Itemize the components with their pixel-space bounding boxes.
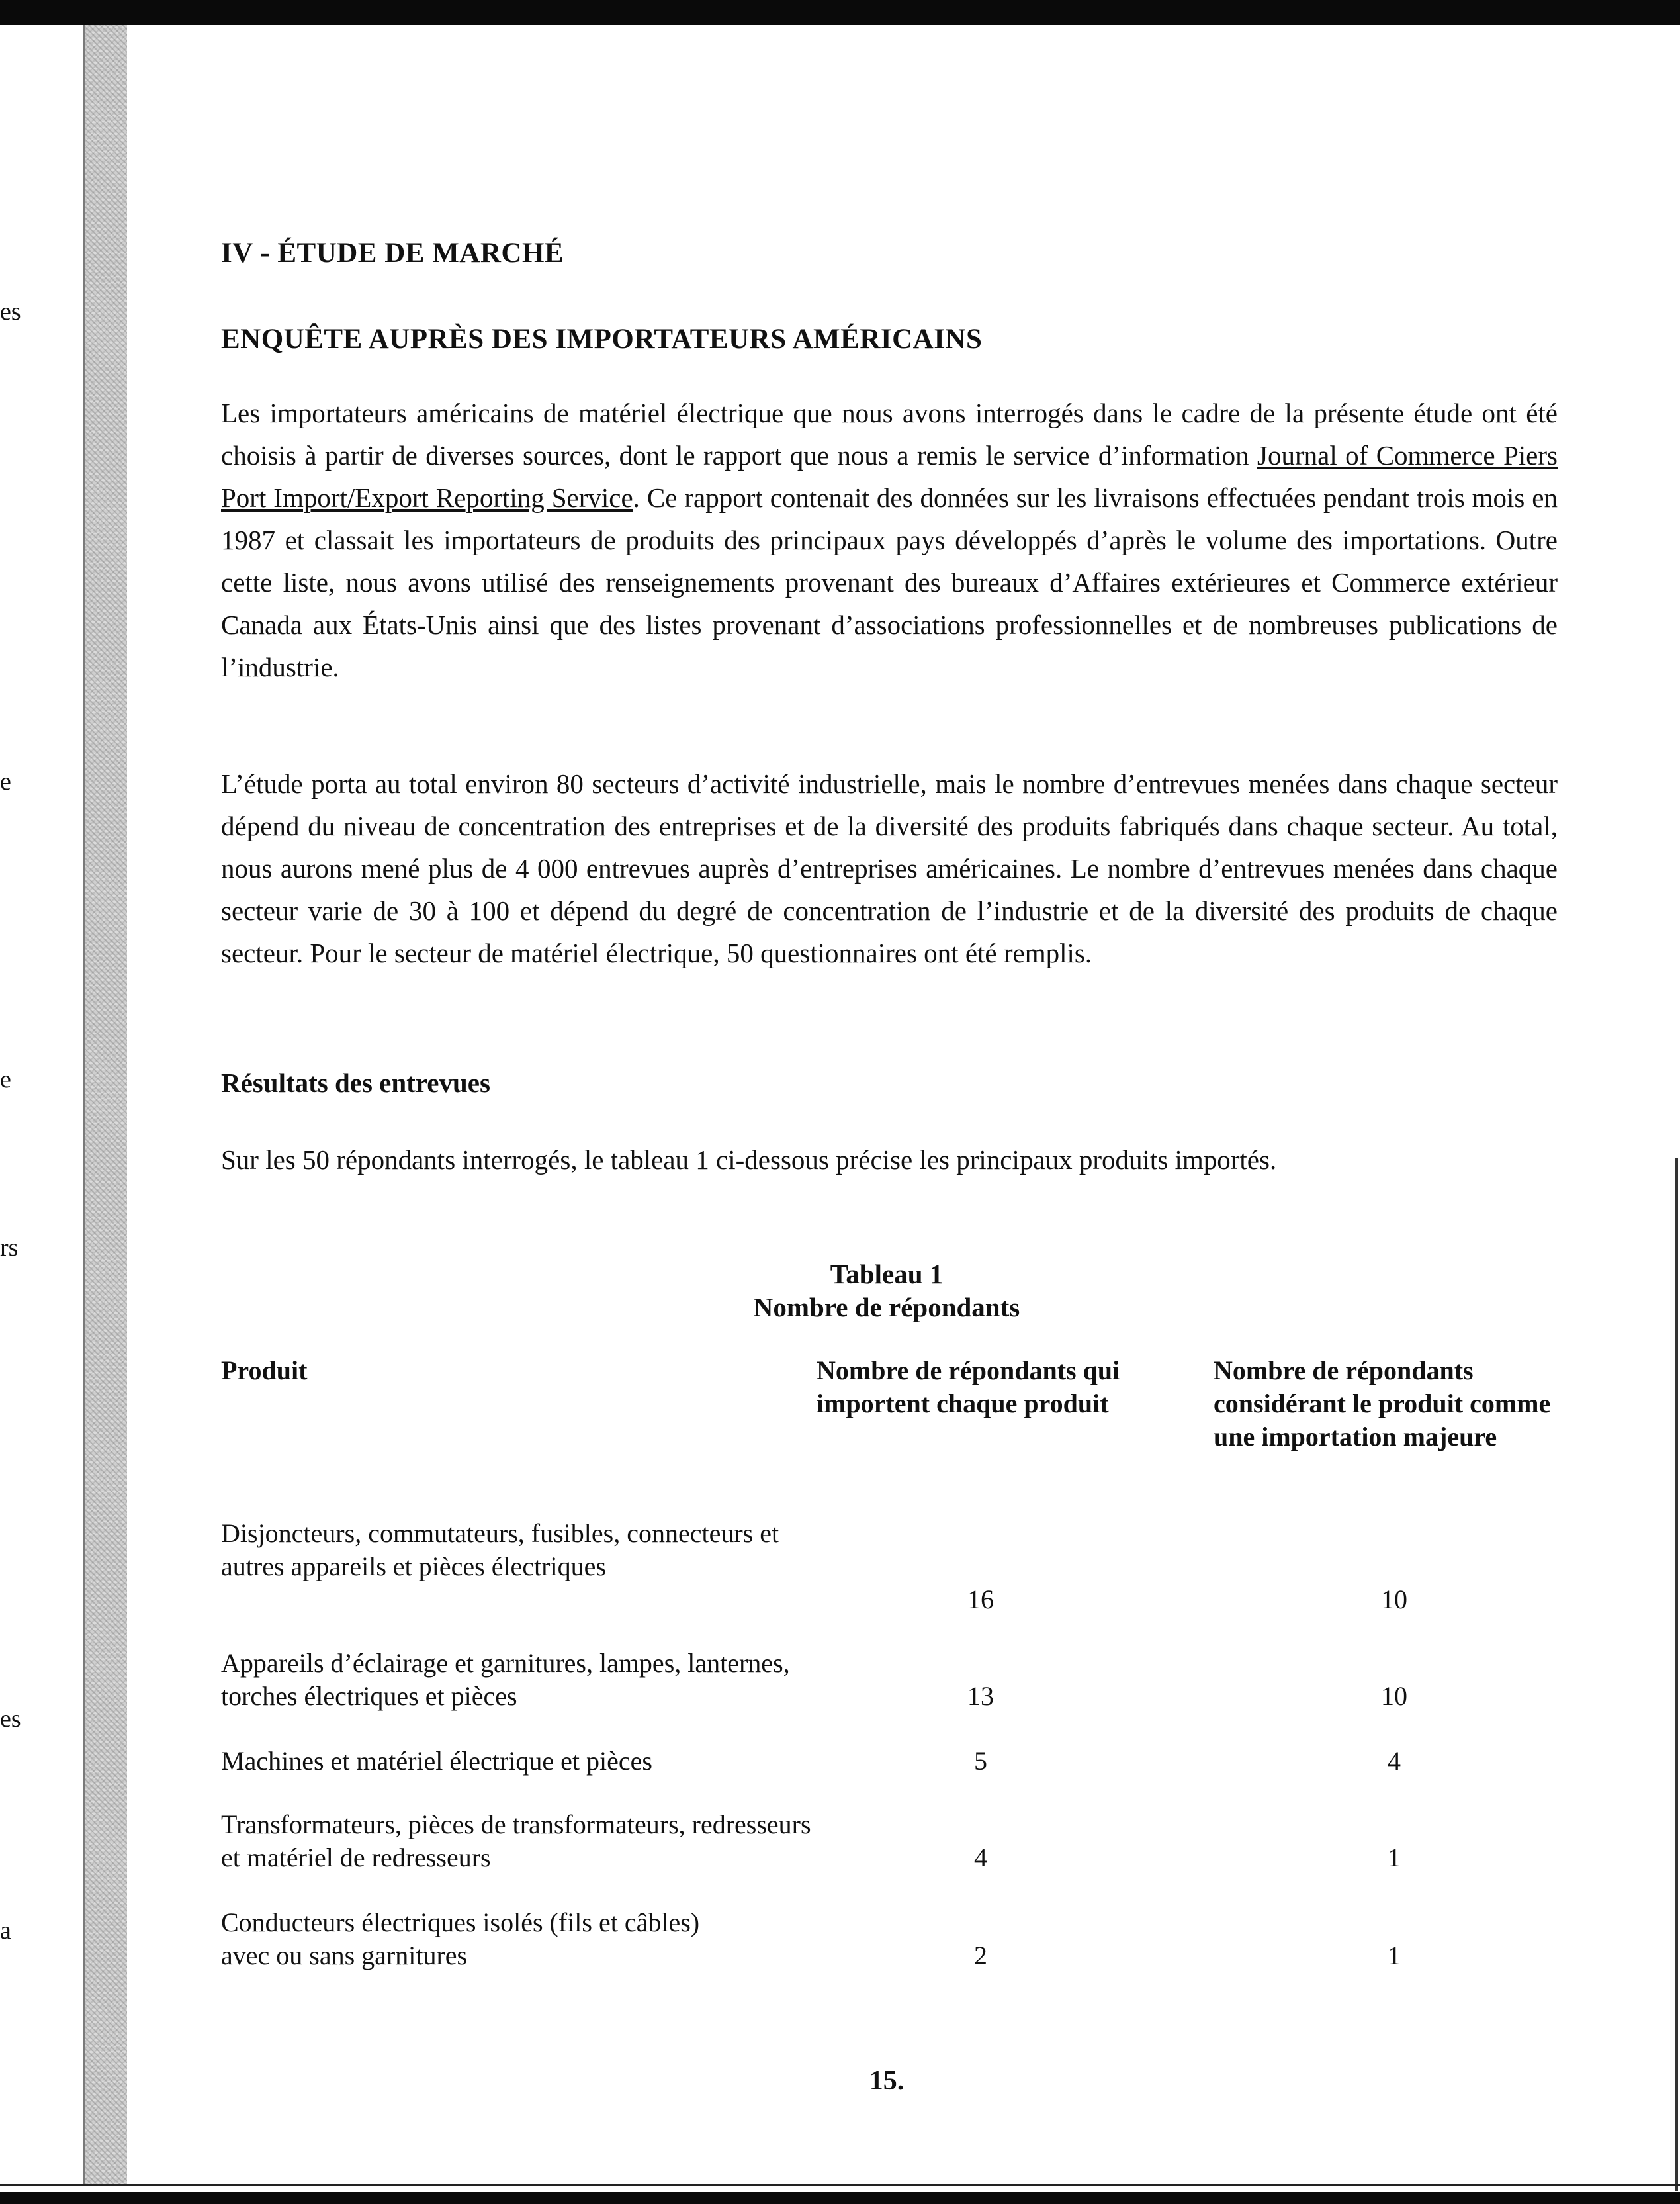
table-row-product: Conducteurs électriques isolés (fils et câbles) avec ou sans garnitures xyxy=(221,1907,700,1970)
margin-fragment: a xyxy=(0,1917,11,1945)
scan-bottom-border xyxy=(0,2192,1680,2204)
table-row-product: Machines et matériel électrique et pièces xyxy=(221,1746,652,1776)
methodology-paragraph: L’étude porta au total environ 80 secteurs d’activité industrielle, mais le nombre d’entrevues menées dans chaque secteur dépend du niveau de concentration des entreprises et de la diversité des produits fabriqués dans chaque secteur. Au total, nous aurons mené plus de 4 000 entrevues auprès d’entreprises américaines. Le nombre d’entrevues menées dans chaque secteur varie de 30 à 100 et dépend du degré de concentration de l’industrie et de la diversité des produits de chaque secteur. Pour le secteur de matériel électrique, 50 questionnaires ont été remplis. xyxy=(221,768,1558,968)
margin-fragment: e xyxy=(0,1066,11,1093)
table-cell-major: 10 xyxy=(1381,1584,1407,1614)
header-major: Nombre de répondants considérant le produit comme une importation majeure xyxy=(1214,1355,1551,1451)
table-cell-importing: 5 xyxy=(974,1746,987,1776)
table-cell-importing: 4 xyxy=(974,1843,987,1872)
paragraph-text: . Ce rapport contenait des données sur les livraisons effectuées pendant trois mois en 1987 et classait les importateurs de produits des principaux pays développés d’après le volume des importations. Outre cette liste, nous avons utilisé des renseignements provenant des bureaux d’Affaires extérieures et Commerce extérieur Canada aux États-Unis ainsi que des listes provenant d’associations professionnelles et de nombreuses publications de l’industrie. xyxy=(221,482,1558,682)
binding-strip xyxy=(85,25,127,2184)
table-caption xyxy=(596,1258,1178,1324)
header-importing: Nombre de répondants qui importent chaque produit xyxy=(817,1355,1120,1418)
header-product: Produit xyxy=(221,1355,308,1385)
scan-bottom-line xyxy=(0,2184,1680,2186)
paragraph-text: Les importateurs américains de matériel électrique que nous avons interrogés dans le cadre de la présente étude ont été choisis à partir de diverses sources, dont le rapport que nous a remis le service d’information xyxy=(221,398,1558,471)
margin-fragment: rs xyxy=(0,1234,19,1262)
table-title: Nombre de répondants xyxy=(753,1292,1020,1322)
table-cell-importing: 16 xyxy=(967,1584,994,1614)
margin-fragment: e xyxy=(0,768,11,796)
subsection-heading: ENQUÊTE AUPRÈS DES IMPORTATEURS AMÉRICAINS xyxy=(221,324,983,355)
scan-top-border xyxy=(0,0,1680,25)
margin-fragment: es xyxy=(0,298,21,326)
table-cell-major: 10 xyxy=(1381,1681,1407,1711)
margin-fragment: es xyxy=(0,1705,21,1733)
page-number: 15. xyxy=(869,2066,905,2096)
table-row-product: Appareils d’éclairage et garnitures, lampes, lanternes, torches électriques et pièces xyxy=(221,1648,790,1711)
table-row-product: Transformateurs, pièces de transformateurs, redresseurs et matériel de redresseurs xyxy=(221,1810,811,1872)
table-cell-major: 1 xyxy=(1388,1843,1401,1872)
table-row-product: Disjoncteurs, commutateurs, fusibles, connecteurs et autres appareils et pièces électriques xyxy=(221,1518,779,1581)
section-heading: IV - ÉTUDE DE MARCHÉ xyxy=(221,238,564,269)
scan-right-edge xyxy=(1675,1158,1678,2191)
report-title: Journal of Commerce Piers Port Import/Export Reporting Service xyxy=(221,440,1558,513)
results-heading: Résultats des entrevues xyxy=(221,1068,490,1098)
results-lead: Sur les 50 répondants interrogés, le tableau 1 ci-dessous précise les principaux produits importés. xyxy=(221,1144,1277,1175)
table-cell-major: 4 xyxy=(1388,1746,1401,1776)
table-number: Tableau 1 xyxy=(830,1259,944,1289)
table-cell-importing: 13 xyxy=(967,1681,994,1711)
intro-paragraph xyxy=(221,392,1558,688)
table-cell-major: 1 xyxy=(1388,1941,1401,1970)
table-cell-importing: 2 xyxy=(974,1941,987,1970)
